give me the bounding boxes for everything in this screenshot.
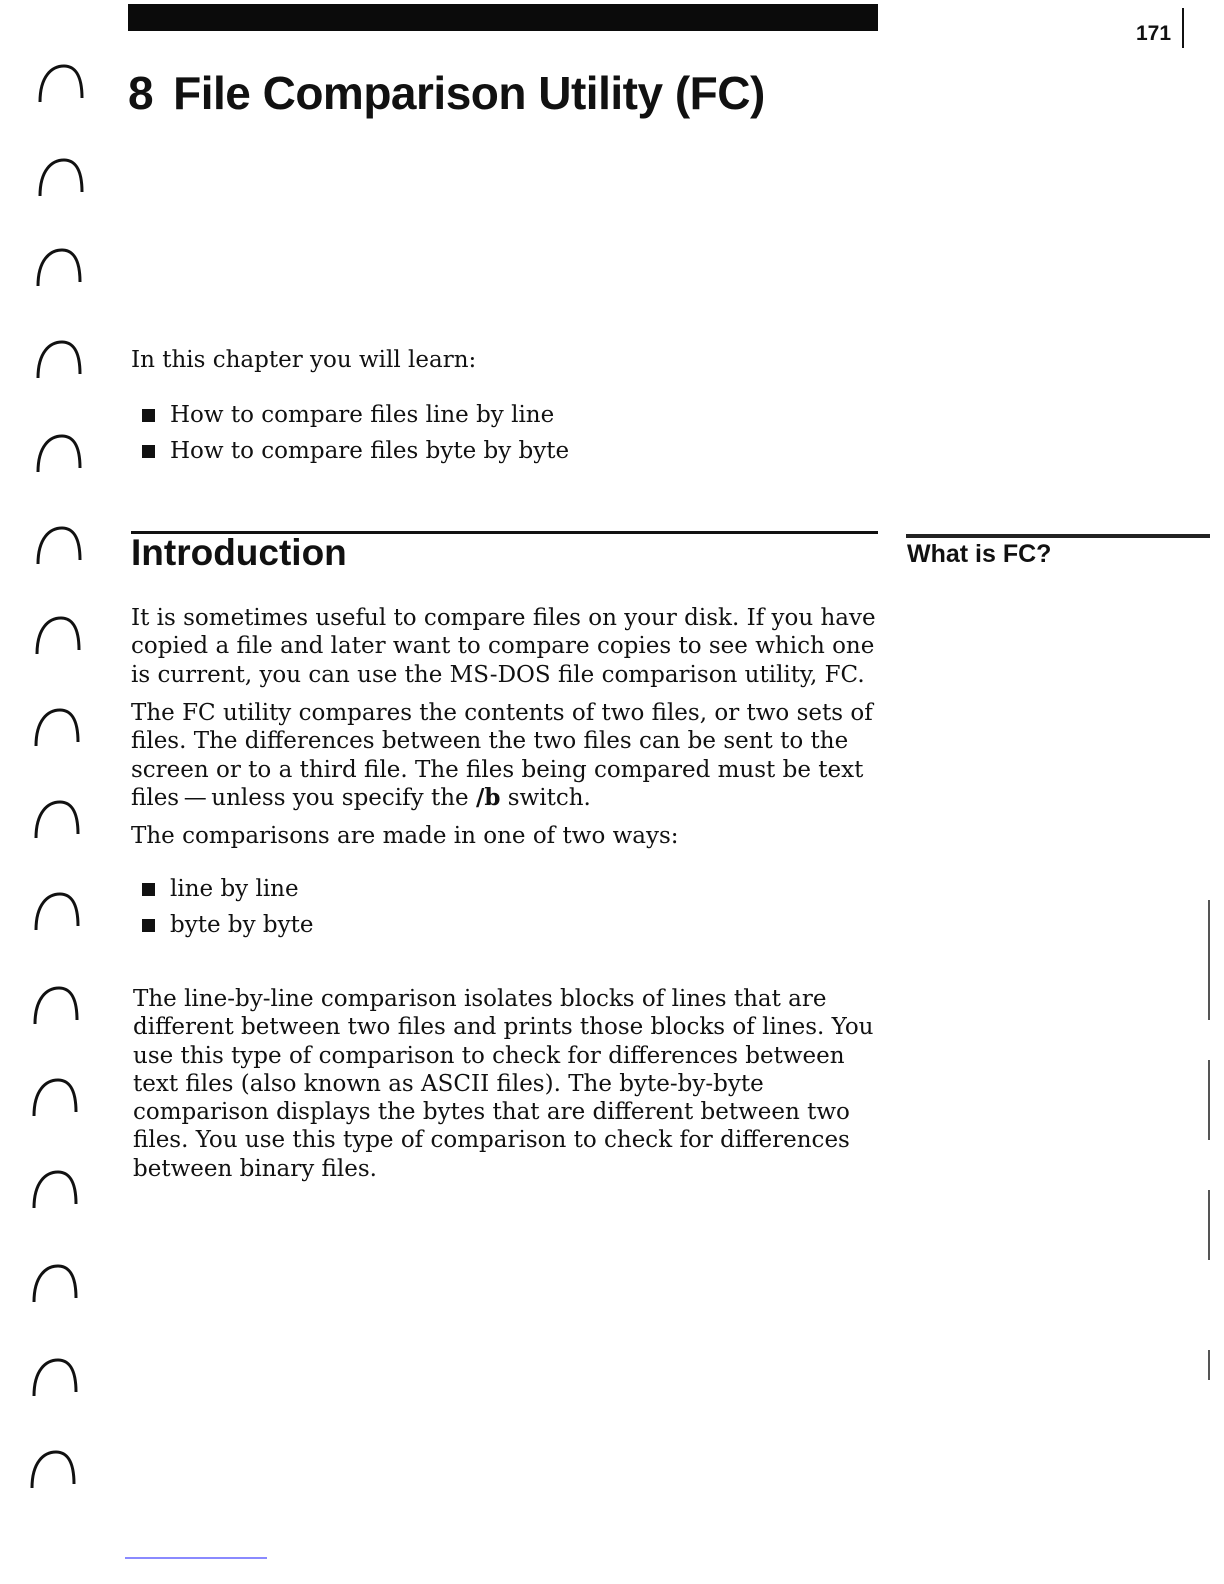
paragraph-text: The FC utility compares the contents of two files, or two sets of files. The differences between the two files can be sent to the screen or to a third file. The files being compared must be text files — unless you specify the	[131, 700, 873, 811]
list-item	[142, 397, 569, 433]
chapter-number: 8	[128, 67, 154, 119]
page-number-rule	[1182, 8, 1184, 48]
binder-hole-icon	[31, 984, 81, 1030]
paragraph-text: file comparison utility, FC.	[550, 661, 865, 688]
list-item	[142, 433, 569, 469]
binder-hole-icon	[34, 246, 84, 292]
switch-term: /b	[475, 783, 501, 811]
chapter-title	[128, 66, 765, 120]
binder-hole-icon	[32, 890, 82, 936]
page-number: 171	[1136, 22, 1172, 45]
binder-hole-icon	[33, 614, 83, 660]
binder-hole-icon	[32, 706, 82, 752]
paragraph-text: It is sometimes useful to compare files on your disk. If you have copied a file and later want to compare copies to see which one is current, you can use the	[131, 605, 876, 688]
square-bullet-icon	[142, 409, 155, 422]
chapter-title-text: File Comparison Utility (FC)	[173, 67, 765, 119]
binder-hole-icon	[34, 432, 84, 478]
page-edge-mark	[1208, 1350, 1210, 1380]
binder-hole-icon	[36, 62, 86, 108]
chapter-intro-lead: In this chapter you will learn:	[131, 347, 477, 373]
binder-hole-icon	[30, 1076, 80, 1122]
paragraph-text: switch.	[500, 784, 591, 811]
list-item-text: line by line	[170, 876, 299, 902]
binder-hole-icon	[32, 798, 82, 844]
footer-mark	[125, 1557, 267, 1559]
margin-divider	[906, 534, 1210, 538]
margin-heading: What is FC?	[907, 540, 1052, 568]
page-edge-mark	[1208, 1060, 1210, 1140]
paragraph	[131, 699, 891, 812]
page-edge-mark	[1208, 1190, 1210, 1260]
paragraph: The comparisons are made in one of two ways:	[131, 823, 679, 849]
square-bullet-icon	[142, 919, 155, 932]
header-bar	[128, 4, 878, 31]
binder-hole-icon	[30, 1356, 80, 1402]
binder-hole-icon	[36, 156, 86, 202]
binder-hole-icon	[30, 1262, 80, 1308]
paragraph	[133, 985, 893, 1183]
ms-dos-term: MS-DOS	[449, 661, 551, 688]
square-bullet-icon	[142, 445, 155, 458]
ascii-term: ASCII	[421, 1070, 490, 1097]
binder-hole-icon	[34, 524, 84, 570]
paragraph	[131, 604, 891, 689]
list-item-text: How to compare files byte by byte	[170, 438, 570, 464]
paragraph-text: files). The byte-by-byte comparison displays the bytes that are different between two files. You use this type of comparison to check for differences between binary files.	[133, 1070, 850, 1182]
binder-hole-icon	[30, 1168, 80, 1214]
list-item	[142, 871, 313, 907]
list-item	[142, 907, 313, 943]
list-item-text: How to compare files line by line	[170, 402, 555, 428]
page-edge-mark	[1208, 900, 1210, 1020]
list-item-text: byte by byte	[170, 912, 314, 938]
comparison-methods-list	[142, 871, 313, 943]
binder-hole-icon	[34, 338, 84, 384]
binder-hole-icon	[28, 1448, 78, 1494]
square-bullet-icon	[142, 883, 155, 896]
learning-objectives-list	[142, 397, 569, 469]
section-heading: Introduction	[131, 532, 347, 573]
paragraph-text: The line-by-line comparison isolates blocks of lines that are different between two files and prints those blocks of lines. You use this type of comparison to check for differences between text files (also known as	[133, 986, 874, 1097]
